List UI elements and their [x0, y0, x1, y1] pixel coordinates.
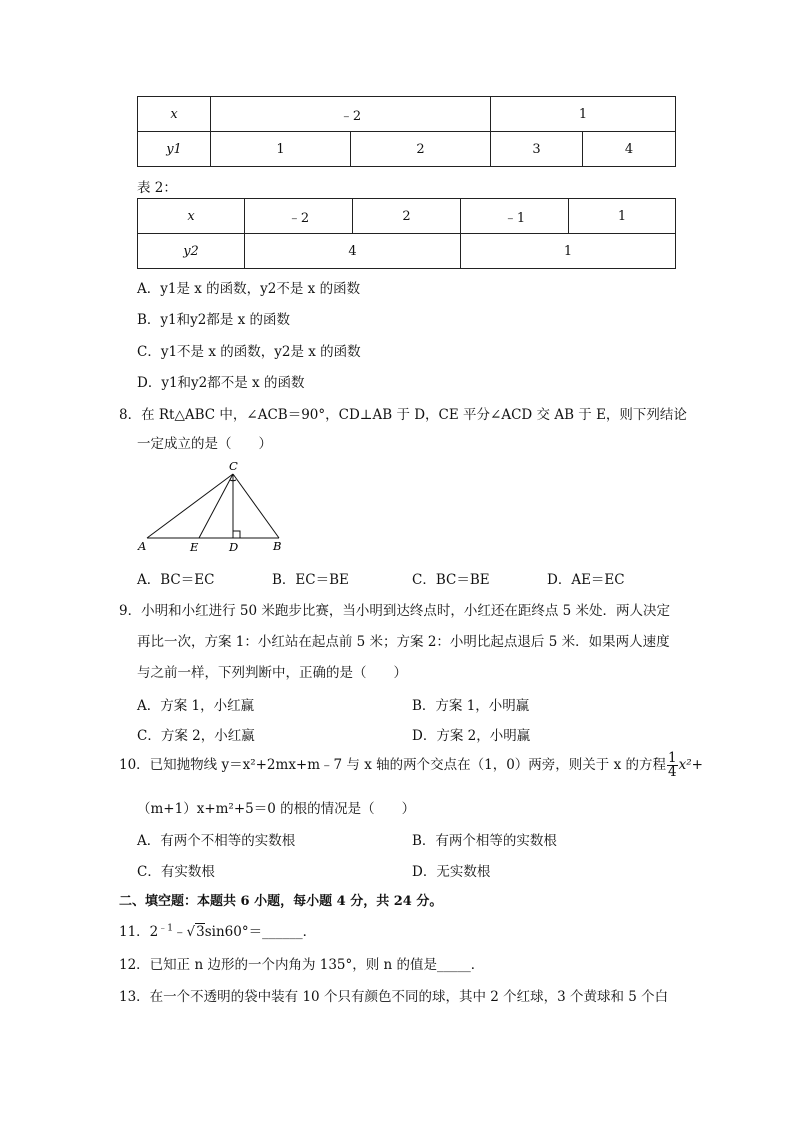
table1-y-cell: 2	[351, 132, 491, 167]
q8-stem-line2: 一定成立的是（ ）	[137, 436, 272, 452]
right-angle-mark	[233, 531, 240, 538]
q11-exponent: ﹣1	[158, 923, 174, 934]
fraction-denominator: 4	[668, 764, 677, 780]
section-2-heading: 二、填空题：本题共 6 小题，每小题 4 分，共 24 分。	[119, 894, 443, 909]
sqrt-icon: √	[186, 924, 196, 940]
table1-y-cell: 4	[583, 132, 676, 167]
q9-stem-line2: 再比一次，方案 1：小红站在起点前 5 米；方案 2：小明比起点退后 5 米．如果两人速度	[137, 634, 670, 650]
q12: 12．已知正 n 边形的一个内角为 135°，则 n 的值是_____．	[119, 957, 485, 973]
q9-stem-line1: 9．小明和小红进行 50 米跑步比赛，当小明到达终点时，小红还在距终点 5 米处．两人决定	[119, 603, 671, 619]
label-d: D	[229, 540, 239, 554]
q8-option-b: B．EC＝BE	[272, 572, 349, 588]
table1-y-label: y1	[138, 132, 211, 167]
q11-suffix: sin60°＝______．	[204, 924, 317, 940]
q9-stem-line3: 与之前一样，下列判断中，正确的是（ ）	[137, 665, 407, 681]
q8-triangle-figure	[135, 458, 295, 558]
label-b: B	[273, 539, 282, 553]
table-1	[137, 96, 676, 167]
q10-option-a: A．有两个不相等的实数根	[137, 833, 296, 849]
q10-stem-text: 10．已知抛物线 y＝x²+2mx+m﹣7 与 x 轴的两个交点在（1，0）两旁，则关于 x 的方程	[119, 757, 666, 773]
segment-ce	[199, 474, 233, 538]
q10-stem-line2: （m+1）x+m²+5＝0 的根的情况是（ ）	[137, 801, 416, 817]
table-2	[137, 198, 676, 269]
table1-x-label: x	[138, 97, 211, 132]
table2-x-cell: ﹣1	[461, 199, 569, 234]
q9-option-a: A．方案 1，小红赢	[137, 698, 255, 714]
table1-x-cell: ﹣2	[211, 97, 491, 132]
table2-y-cell: 1	[461, 234, 676, 269]
q10-stem-tail: x²+	[678, 757, 703, 773]
q11	[119, 920, 316, 940]
table2-x-cell: 2	[353, 199, 461, 234]
q10-option-d: D．无实数根	[412, 864, 491, 880]
q8-option-d: D．AE＝EC	[547, 572, 625, 588]
q9-option-c: C．方案 2，小红赢	[137, 728, 255, 744]
q8-option-a: A．BC＝EC	[137, 572, 215, 588]
q8-stem-line1: 8．在 Rt△ABC 中，∠ACB＝90°，CD⊥AB 于 D，CE 平分∠ACD 交 AB 于 E，则下列结论	[119, 407, 687, 423]
q13-line1: 13．在一个不透明的袋中装有 10 个只有颜色不同的球，其中 2 个红球，3 个黄球和 5 个白	[119, 989, 669, 1005]
q10-stem-line1	[119, 752, 703, 779]
q11-prefix: 11．2	[119, 924, 159, 940]
q9-option-d: D．方案 2，小明赢	[412, 728, 531, 744]
label-e: E	[190, 540, 199, 554]
table2-y-cell: 4	[245, 234, 461, 269]
table1-y-cell: 3	[491, 132, 583, 167]
table1-y-cell: 1	[211, 132, 351, 167]
table2-caption: 表 2：	[137, 180, 177, 196]
segment-cb	[233, 474, 279, 538]
q10-option-c: C．有实数根	[137, 864, 215, 880]
label-a: A	[138, 539, 147, 553]
table2-x-cell: 1	[569, 199, 676, 234]
table1-x-cell: 1	[491, 97, 676, 132]
table2-y-label: y2	[138, 234, 245, 269]
q11-minus: ﹣	[173, 924, 187, 940]
label-c: C	[229, 459, 238, 473]
q7-option-d: D．y1和y2都不是 x 的函数	[137, 375, 305, 391]
q8-option-c: C．BC＝BE	[412, 572, 490, 588]
q7-option-a: A．y1是 x 的函数，y2不是 x 的函数	[137, 281, 361, 297]
q10-option-b: B．有两个相等的实数根	[412, 833, 557, 849]
table2-x-label: x	[138, 199, 245, 234]
q11-radicand: 3	[196, 924, 205, 940]
q7-option-c: C．y1不是 x 的函数，y2是 x 的函数	[137, 344, 361, 360]
q10-fraction	[667, 752, 678, 779]
q7-option-b: B．y1和y2都是 x 的函数	[137, 312, 291, 328]
table2-x-cell: ﹣2	[245, 199, 353, 234]
q9-option-b: B．方案 1，小明赢	[412, 698, 530, 714]
segment-ac	[147, 474, 233, 538]
fraction-numerator: 1	[668, 750, 677, 766]
